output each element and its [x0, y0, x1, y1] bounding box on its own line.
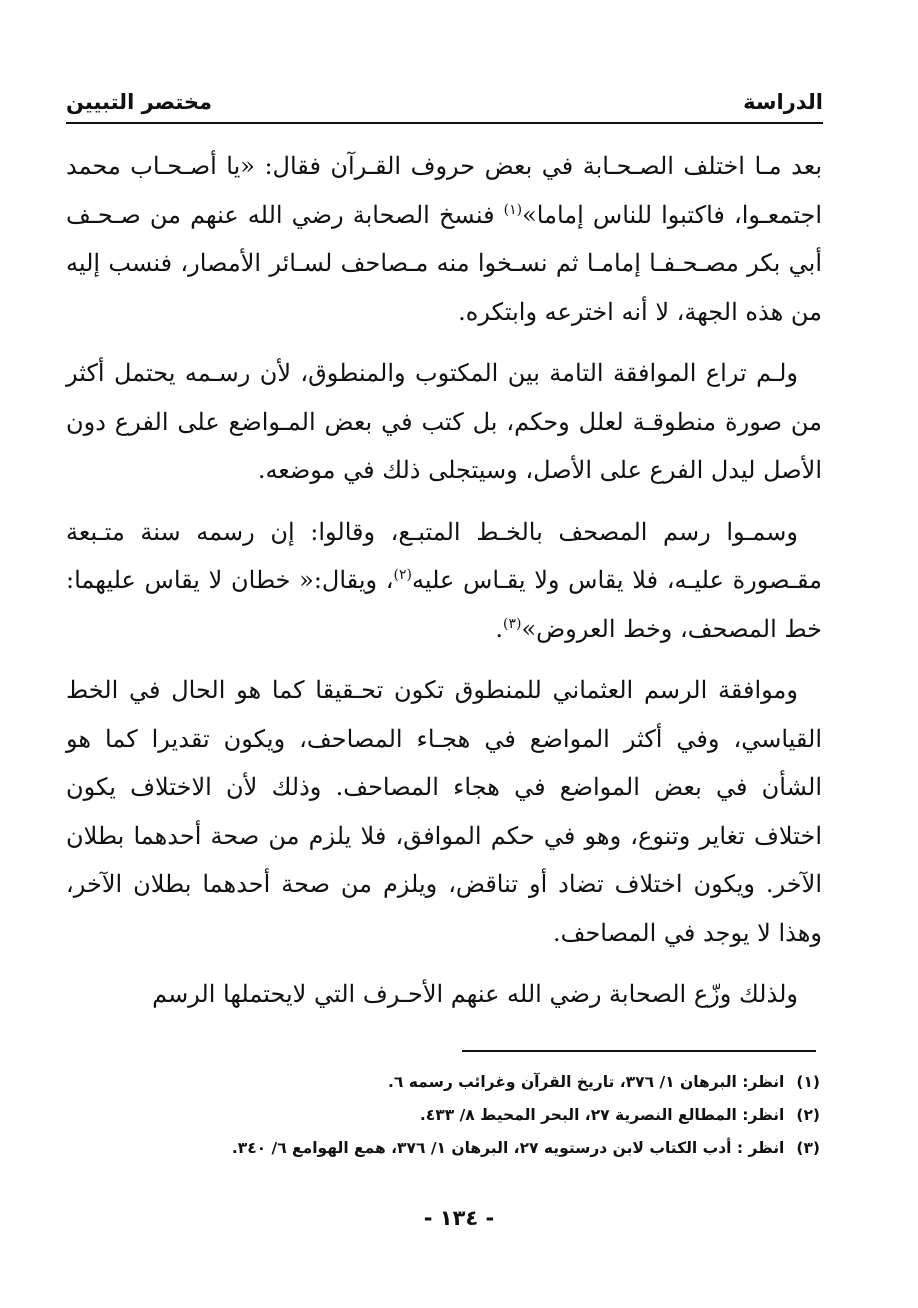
paragraph-5: ولذلك وزّع الصحابة رضي الله عنهم الأحـرف التي لايحتملها الرسم	[152, 980, 798, 1008]
footnote-ref-2: (٢)	[393, 567, 412, 583]
paragraph-2: ولـم تراع الموافقة التامة بين المكتوب والمنطوق، لأن رسـمه يحتمل أكثر من صورة منطوقـة لعلل وحكم، بل كتب في بعض المـواضع على الفرع دون الأصل ليدل الفرع على الأصل، وسيتجلى ذلك في موضعه.	[66, 359, 822, 484]
footnote-1: (١)انظر: البرهان ١/ ٣٧٦، تاريخ القرآن وغرائب رسمه ٦.	[388, 1073, 820, 1091]
footnote-rule	[462, 1050, 816, 1052]
main-text	[66, 142, 822, 1032]
running-header	[66, 74, 823, 114]
header-rule	[66, 122, 823, 124]
footnote-3: (٣)انظر : أدب الكتاب لابن درستويه ٢٧، البرهان ١/ ٣٧٦، همع الهوامع ٦/ ٣٤٠.	[231, 1139, 820, 1157]
paragraph-1: بعد مـا اختلف الصـحـابة في بعض حروف القـرآن فقال: «يا أصـحـاب محمد اجتمعـوا، فاكتبوا للناس إماما»$^{(١)}$ فنسخ الصحابة رضي الله عنهم من صـحـف أبي بكر مصـحـفـا إمامـا ثم نسـخوا منه مـصاحف لسـائر الأمصار، فنسب إليه من هذه الجهة، لا أنه اخترعه وابتكره.	[66, 152, 822, 326]
page-number: - ١٣٤ -	[423, 1206, 495, 1230]
book-title: مختصر التبيين	[66, 90, 213, 114]
footnote-ref-1: (١)	[503, 201, 523, 218]
footnote-2: (٢)انظر: المطالع النصرية ٢٧، البحر المحيط ٨/ ٤٣٣.	[419, 1106, 820, 1124]
paragraph-3: وسمـوا رسم المصحف بالخـط المتبـع، وقالوا: إن رسمه سنة متـبعة مقـصورة عليـه، فلا يقاس ولا يقـاس عليه$^{(٢)}$، ويقال:« خطان لا يقاس عليهما: خط المصحف، وخط العروض»$^{(٣)}$.	[66, 517, 822, 643]
section-title: الدراسة	[743, 90, 823, 114]
paragraph-4: وموافقة الرسم العثماني للمنطوق تكون تحـقيقا كما هو الحال في الخط القياسي، وفي أكثر المواضع في هجـاء المصاحف، ويكون تقديرا كما هو الشأن في بعض المواضع في هجاء المصاحف. وذلك لأن الاختلاف يكون اختلاف تغاير وتنوع، وهو في حكم الموافق، فلا يلزم من صحة أحدهما بطلان الآخر. ويكون اختلاف تضاد أو تناقض، ويلزم من صحة أحدهما بطلان الآخر، وهذا لا يوجد في المصاحف.	[66, 676, 822, 947]
footnotes	[120, 1066, 820, 1165]
footnote-ref-3: (٣)	[502, 615, 522, 632]
